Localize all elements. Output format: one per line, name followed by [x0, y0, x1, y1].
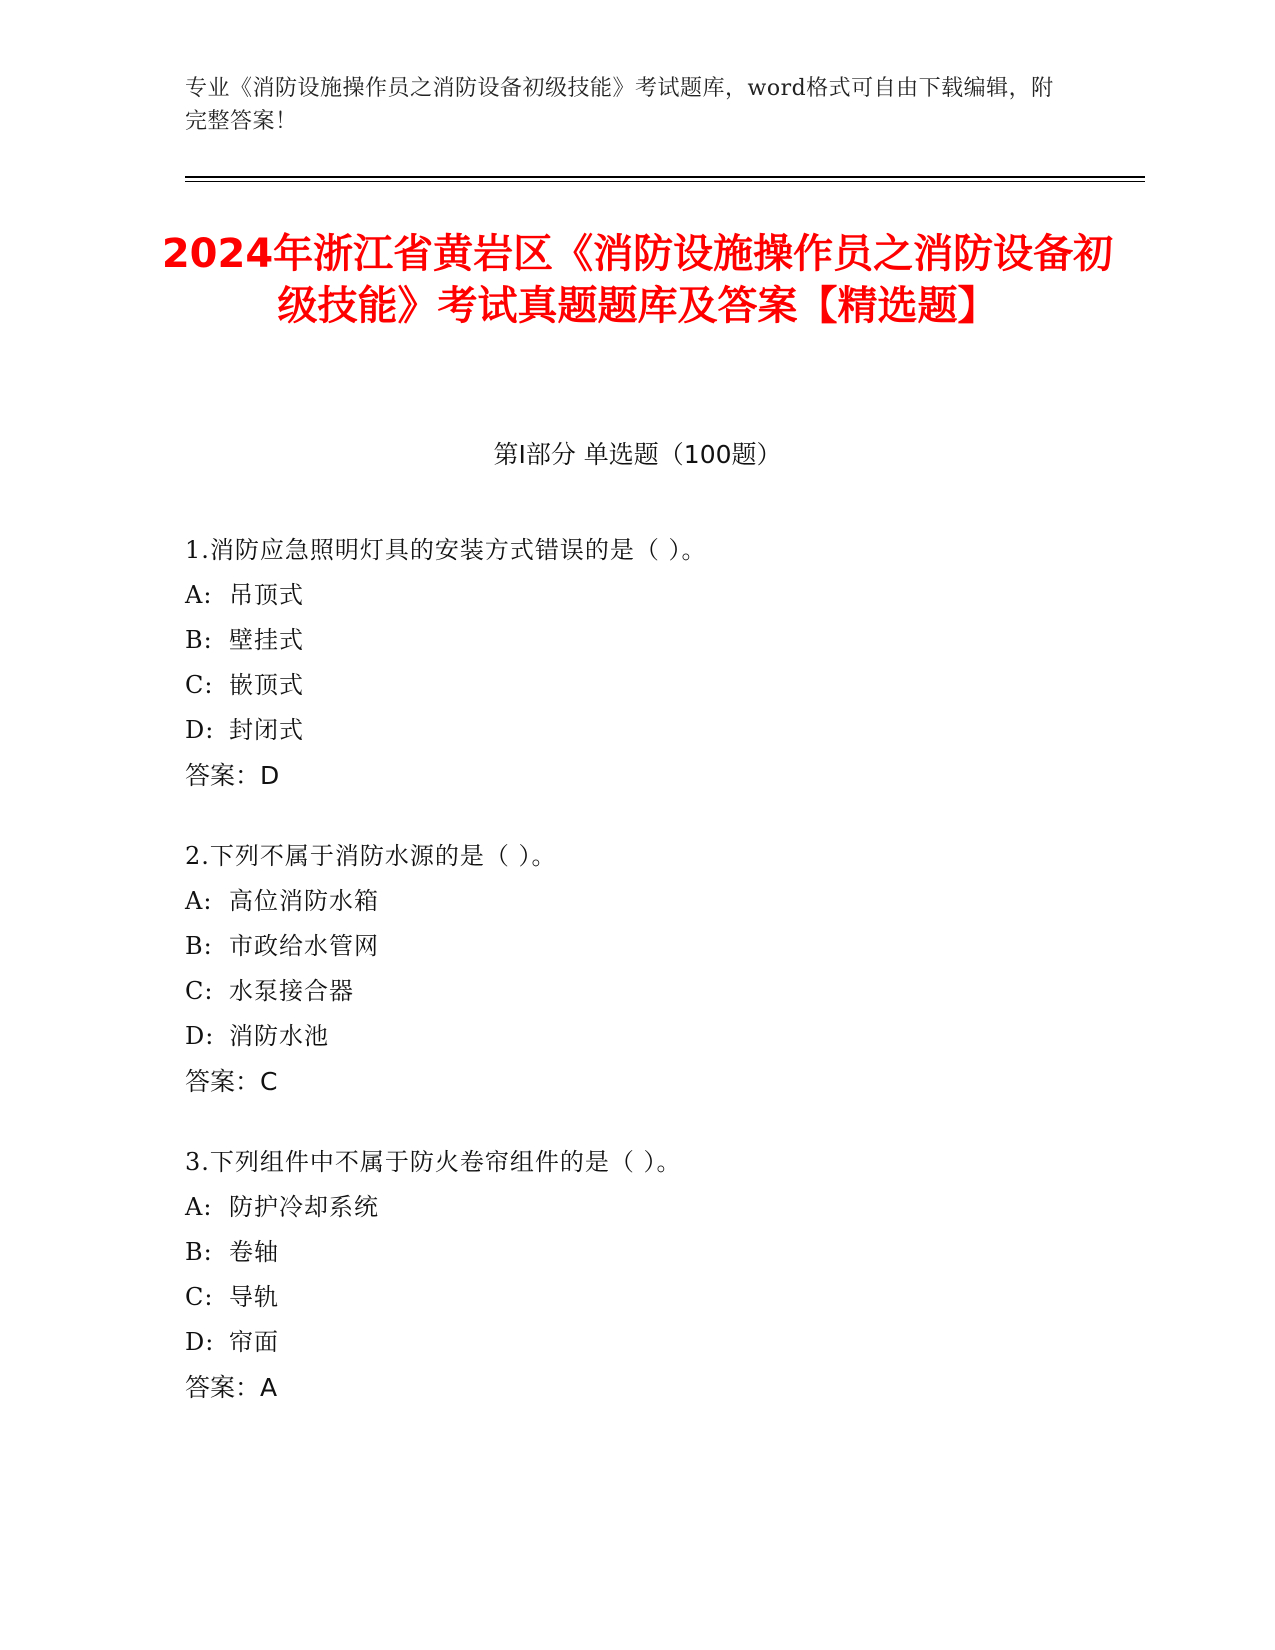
question-stem: 2.下列不属于消防水源的是（ ）。: [185, 842, 557, 870]
option-text: 帘面: [229, 1328, 279, 1356]
document-title: 2024年浙江省黄岩区《消防设施操作员之消防设备初级技能》考试真题题库及答案【精选题】: [161, 231, 1114, 329]
option-a: [185, 879, 1085, 924]
header-note: 专业《消防设施操作员之消防设备初级技能》考试题库，word格式可自由下载编辑，附完整答案！: [185, 76, 1054, 134]
option-text: 嵌顶式: [229, 671, 304, 699]
question-2: [185, 834, 1085, 1104]
option-b: [185, 618, 1085, 663]
option-text: 吊顶式: [229, 581, 304, 609]
question-3: [185, 1140, 1085, 1410]
option-letter: B:: [185, 1238, 213, 1266]
option-text: 消防水池: [229, 1022, 329, 1050]
option-d: [185, 1014, 1085, 1059]
option-letter: D:: [185, 1328, 215, 1356]
option-text: 卷轴: [229, 1238, 279, 1266]
header-divider-thick: [185, 176, 1145, 178]
option-letter: C:: [185, 1283, 214, 1311]
option-text: 防护冷却系统: [229, 1193, 379, 1221]
option-a: [185, 573, 1085, 618]
question-stem: 1.消防应急照明灯具的安装方式错误的是（ ）。: [185, 536, 707, 564]
option-b: [185, 924, 1085, 969]
option-text: 封闭式: [229, 716, 304, 744]
question-1: [185, 528, 1085, 798]
option-letter: B:: [185, 932, 213, 960]
header-divider-thin: [185, 181, 1145, 182]
option-letter: B:: [185, 626, 213, 654]
answer: 答案：D: [185, 761, 280, 790]
question-list: [185, 528, 1085, 1446]
option-letter: A:: [185, 887, 213, 915]
question-stem: 3.下列组件中不属于防火卷帘组件的是（ ）。: [185, 1148, 682, 1176]
option-letter: A:: [185, 1193, 213, 1221]
option-letter: D:: [185, 1022, 215, 1050]
option-d: [185, 708, 1085, 753]
option-text: 高位消防水箱: [229, 887, 379, 915]
option-text: 壁挂式: [229, 626, 304, 654]
option-b: [185, 1230, 1085, 1275]
option-c: [185, 969, 1085, 1014]
option-letter: D:: [185, 716, 215, 744]
option-letter: A:: [185, 581, 213, 609]
option-text: 水泵接合器: [229, 977, 354, 1005]
option-c: [185, 663, 1085, 708]
option-letter: C:: [185, 977, 214, 1005]
option-letter: C:: [185, 671, 214, 699]
option-c: [185, 1275, 1085, 1320]
option-a: [185, 1185, 1085, 1230]
section-heading: 第I部分 单选题（100题）: [493, 440, 782, 469]
option-text: 市政给水管网: [229, 932, 379, 960]
answer: 答案：C: [185, 1067, 278, 1096]
option-text: 导轨: [229, 1283, 279, 1311]
option-d: [185, 1320, 1085, 1365]
answer: 答案：A: [185, 1373, 278, 1402]
